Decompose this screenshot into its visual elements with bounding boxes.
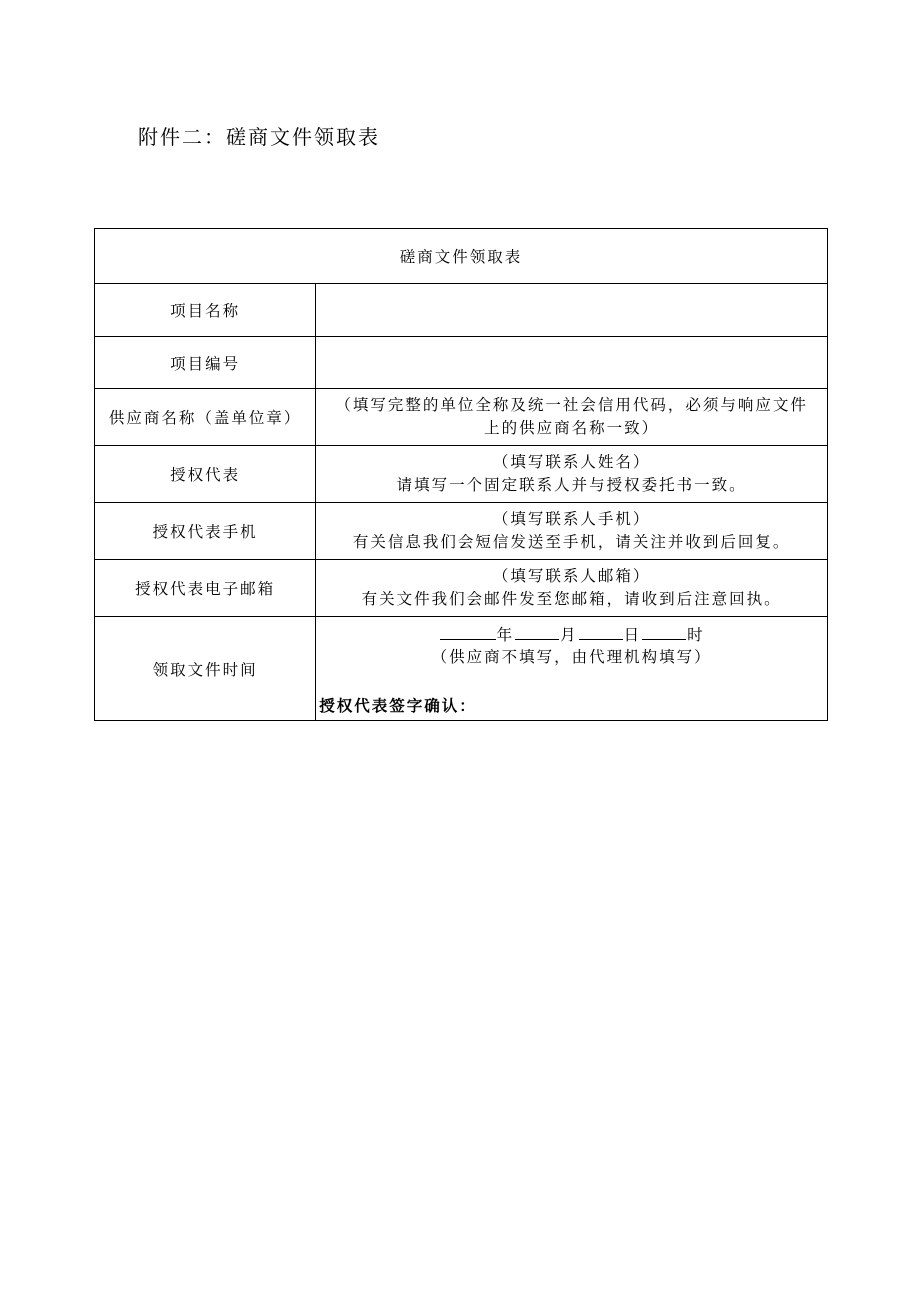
supplier-name-field[interactable] bbox=[316, 389, 828, 446]
hour-blank[interactable] bbox=[642, 623, 686, 640]
rep-email-field[interactable] bbox=[316, 560, 828, 617]
receive-date-line bbox=[316, 623, 827, 646]
day-blank[interactable] bbox=[579, 623, 623, 640]
rep-email-label: 授权代表电子邮箱 bbox=[95, 560, 316, 617]
supplier-instruction-line2: 上的供应商名称一致） bbox=[484, 419, 660, 437]
receive-time-note: （供应商不填写，由代理机构填写） bbox=[431, 648, 712, 666]
month-unit: 月 bbox=[560, 626, 578, 644]
document-receipt-form bbox=[94, 228, 828, 721]
rep-instruction-line2: 请填写一个固定联系人并与授权委托书一致。 bbox=[396, 476, 747, 494]
row-authorized-rep bbox=[95, 446, 828, 503]
row-project-code bbox=[95, 337, 828, 389]
project-code-label: 项目编号 bbox=[95, 337, 316, 389]
project-name-label: 项目名称 bbox=[95, 284, 316, 337]
authorized-rep-field[interactable] bbox=[316, 446, 828, 503]
email-instruction-line2: 有关文件我们会邮件发至您邮箱，请收到后注意回执。 bbox=[361, 590, 782, 608]
receive-time-field bbox=[316, 617, 828, 721]
phone-instruction-line1: （填写联系人手机） bbox=[492, 510, 651, 528]
rep-phone-field[interactable] bbox=[316, 503, 828, 560]
rep-signature-label[interactable]: 授权代表签字确认： bbox=[319, 696, 477, 715]
hour-unit: 时 bbox=[687, 626, 705, 644]
row-supplier-name bbox=[95, 389, 828, 446]
project-code-field[interactable] bbox=[316, 337, 828, 389]
authorized-rep-label: 授权代表 bbox=[95, 446, 316, 503]
day-unit: 日 bbox=[623, 626, 642, 644]
row-receive-time bbox=[95, 617, 828, 721]
rep-phone-label: 授权代表手机 bbox=[95, 503, 316, 560]
supplier-instruction-line1: （填写完整的单位全称及统一社会信用代码，必须与响应文件 bbox=[335, 396, 808, 414]
form-title: 磋商文件领取表 bbox=[95, 229, 828, 284]
project-name-field[interactable] bbox=[316, 284, 828, 337]
email-instruction-line1: （填写联系人邮箱） bbox=[492, 567, 651, 585]
row-rep-email bbox=[95, 560, 828, 617]
rep-instruction-line1: （填写联系人姓名） bbox=[492, 453, 651, 471]
row-project-name bbox=[95, 284, 828, 337]
phone-instruction-line2: 有关信息我们会短信发送至手机，请关注并收到后回复。 bbox=[352, 533, 791, 551]
supplier-name-label: 供应商名称（盖单位章） bbox=[95, 389, 316, 446]
row-rep-phone bbox=[95, 503, 828, 560]
form-title-row bbox=[95, 229, 828, 284]
document-heading: 附件二：磋商文件领取表 bbox=[138, 125, 380, 149]
year-unit: 年 bbox=[496, 626, 515, 644]
month-blank[interactable] bbox=[515, 623, 559, 640]
receive-time-label: 领取文件时间 bbox=[95, 617, 316, 721]
year-blank[interactable] bbox=[440, 623, 496, 640]
